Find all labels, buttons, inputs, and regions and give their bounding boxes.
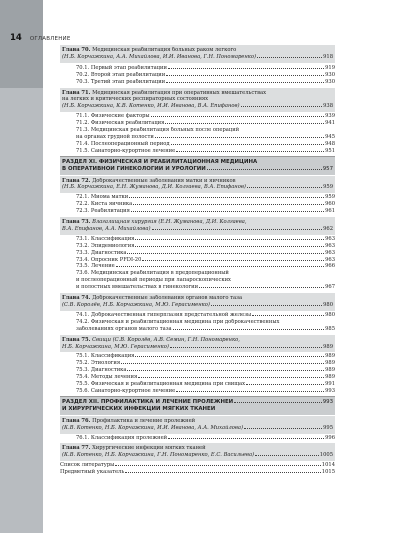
section-12-heading[interactable]: РАЗДЕЛ XII. ПРОФИЛАКТИКА И ЛЕЧЕНИЕ ПРОЛЕЖНЕЙ 993 И ХИРУРГИЧЕСКИХ ИНФЕКЦИЙ МЯГКИХ ТКАНЕЙ bbox=[60, 396, 335, 415]
table-of-contents bbox=[60, 45, 335, 476]
chapter-73 bbox=[60, 217, 335, 235]
section-11-heading[interactable]: РАЗДЕЛ XI. ФИЗИЧЕСКАЯ И РЕАБИЛИТАЦИОННАЯ МЕДИЦИНА В ОПЕРАТИВНОЙ ГИНЕКОЛОГИИ И УРОЛОГИИ 957 bbox=[60, 156, 335, 175]
toc-entry-references[interactable]: Список литературы 1014 bbox=[60, 462, 335, 469]
side-tab bbox=[0, 0, 43, 533]
chapter-74-title[interactable]: Глава 74. Доброкачественные заболевания органов малого таза bbox=[62, 295, 243, 302]
chapter-75 bbox=[60, 335, 335, 353]
chapter-77-authors: (К.В. Котенко, Н.Б. Корчажкина, Г.Н. Пономаренко, Е.С. Васильева) bbox=[62, 452, 255, 459]
toc-entry-73-6[interactable]: 73.6. Медицинская реабилитация в предоперационный и послеоперационный периоды при лапароскопических и полостных вмешательствах в гинекологии 967 bbox=[76, 270, 335, 291]
chapter-72 bbox=[60, 176, 335, 194]
toc-entry-70-3[interactable]: 70.3. Третий этап реабилитации 930 bbox=[76, 78, 335, 85]
toc-entry-72-3[interactable]: 72.3. Реабилитация 961 bbox=[76, 208, 335, 215]
toc-entry-72-2[interactable]: 72.2. Киста яичника 960 bbox=[76, 201, 335, 208]
toc-entry-75-2[interactable]: 75.2. Этиология 989 bbox=[76, 360, 335, 367]
chapter-74 bbox=[60, 293, 335, 311]
toc-entry-70-2[interactable]: 70.2. Второй этап реабилитации 930 bbox=[76, 71, 335, 78]
toc-entry-71-2[interactable]: 71.2. Физическая реабилитация 941 bbox=[76, 120, 335, 127]
toc-entry-76-1[interactable]: 76.1. Классификация пролежней 996 bbox=[76, 434, 335, 441]
chapter-71-title[interactable]: Глава 71. Медицинская реабилитация при оперативных вмешательствах bbox=[62, 89, 267, 96]
toc-entry-71-1[interactable]: 71.1. Физические факторы 939 bbox=[76, 113, 335, 120]
chapter-70-title[interactable]: Глава 70. Медицинская реабилитация больных раком легкого bbox=[62, 47, 237, 53]
toc-entry-73-5[interactable]: 73.5. Лечение 966 bbox=[76, 263, 335, 270]
toc-entry-73-2[interactable]: 73.2. Эпидемиология 963 bbox=[76, 242, 335, 249]
toc-entry-75-3[interactable]: 75.3. Диагностика 989 bbox=[76, 367, 335, 374]
chapter-71 bbox=[60, 88, 335, 113]
toc-entry-73-3[interactable]: 73.3. Диагностика 963 bbox=[76, 249, 335, 256]
chapter-76-authors: (К.В. Котенко, Н.Б. Корчажкина, И.И. Иванова, А.А. Михайлова) bbox=[62, 424, 244, 431]
chapter-72-page: 959 bbox=[323, 184, 333, 191]
toc-entry-75-5[interactable]: 75.5. Физическая и реабилитационная медицина при свищах 991 bbox=[76, 381, 335, 388]
toc-entry-72-1[interactable]: 72.1. Миома матки 959 bbox=[76, 194, 335, 201]
chapter-71-authors: (Н.Б. Корчажкина, К.В. Котенко, И.И. Иванова, В.А. Епифанов) bbox=[62, 103, 240, 110]
page-header bbox=[10, 33, 71, 45]
toc-entry-75-6[interactable]: 75.6. Санаторно-курортное лечение 993 bbox=[76, 387, 335, 394]
toc-entry-74-2[interactable]: 74.2. Физическая и реабилитационная медицина при доброкачественных заболеваниях органов малого таза 985 bbox=[76, 318, 335, 332]
chapter-76-page: 995 bbox=[323, 424, 333, 431]
chapter-73-authors: В.А. Епифанов, А.А. Михайлова) bbox=[62, 225, 151, 232]
page-number: 14 bbox=[10, 33, 22, 43]
chapter-71-title-cont: на легких и критических респираторных состояниях bbox=[62, 96, 209, 103]
toc-entry-73-1[interactable]: 73.1. Классификация 963 bbox=[76, 235, 335, 242]
toc-entry-73-4[interactable]: 73.4. Опросник PFDI-20 963 bbox=[76, 256, 335, 263]
chapter-70-page: 918 bbox=[323, 53, 333, 60]
chapter-71-page: 938 bbox=[323, 103, 333, 110]
chapter-73-title[interactable]: Глава 73. Влагалищная хирургия (Е.Н. Жуманова, Д.И. Колгаева, bbox=[62, 219, 247, 226]
chapter-75-title[interactable]: Глава 75. Свищи (С.В. Королёв, А.В. Семин, Г.Н. Пономаренко, bbox=[62, 336, 240, 343]
chapter-70 bbox=[60, 45, 335, 63]
toc-entry-74-1[interactable]: 74.1. Доброкачественная гиперплазия предстательной железы 980 bbox=[76, 311, 335, 318]
toc-entry-71-3[interactable]: 71.3. Медицинская реабилитация больных после операций на органах грудной полости 945 bbox=[76, 127, 335, 140]
toc-entry-70-1[interactable]: 70.1. Первый этап реабилитации 919 bbox=[76, 64, 335, 71]
chapter-74-page: 980 bbox=[323, 302, 333, 308]
chapter-77 bbox=[60, 443, 335, 461]
chapter-72-authors: (Н.Б. Корчажкина, Е.Н. Жуманова, Д.И. Колгаева, В.А. Епифанов) bbox=[62, 184, 246, 191]
chapter-75-authors: Н.Б. Корчажкина, М.Ю. Герасименко) bbox=[62, 343, 169, 350]
toc-entry-71-4[interactable]: 71.4. Послеоперационный период 948 bbox=[76, 140, 335, 147]
chapter-75-page: 989 bbox=[323, 343, 333, 350]
chapter-70-authors: (Н.Б. Корчажкина, А.А. Михайлова, И.И. Иванова, Г.Н. Пономаренко) bbox=[62, 53, 256, 60]
chapter-77-title[interactable]: Глава 77. Хирургические инфекции мягких тканей bbox=[62, 445, 206, 452]
chapter-73-page: 962 bbox=[323, 225, 333, 232]
chapter-76-title[interactable]: Глава 76. Профилактика и лечение пролежней bbox=[62, 417, 196, 424]
chapter-74-authors: (С.В. Королёв, Н.Б. Корчажкина, М.Ю. Герасименко) bbox=[62, 302, 210, 308]
toc-entry-71-5[interactable]: 71.5. Санаторно-курортное лечение 951 bbox=[76, 147, 335, 154]
chapter-72-title[interactable]: Глава 72. Доброкачественные заболевания матки и яичников bbox=[62, 177, 236, 184]
toc-entry-75-4[interactable]: 75.4. Методы лечения 989 bbox=[76, 374, 335, 381]
chapter-76 bbox=[60, 416, 335, 434]
toc-entry-75-1[interactable]: 75.1. Классификация 989 bbox=[76, 353, 335, 360]
running-head: ОГЛАВЛЕНИЕ bbox=[29, 36, 71, 42]
toc-entry-subject-index[interactable]: Предметный указатель 1015 bbox=[60, 469, 335, 476]
chapter-77-page: 1005 bbox=[319, 452, 333, 459]
